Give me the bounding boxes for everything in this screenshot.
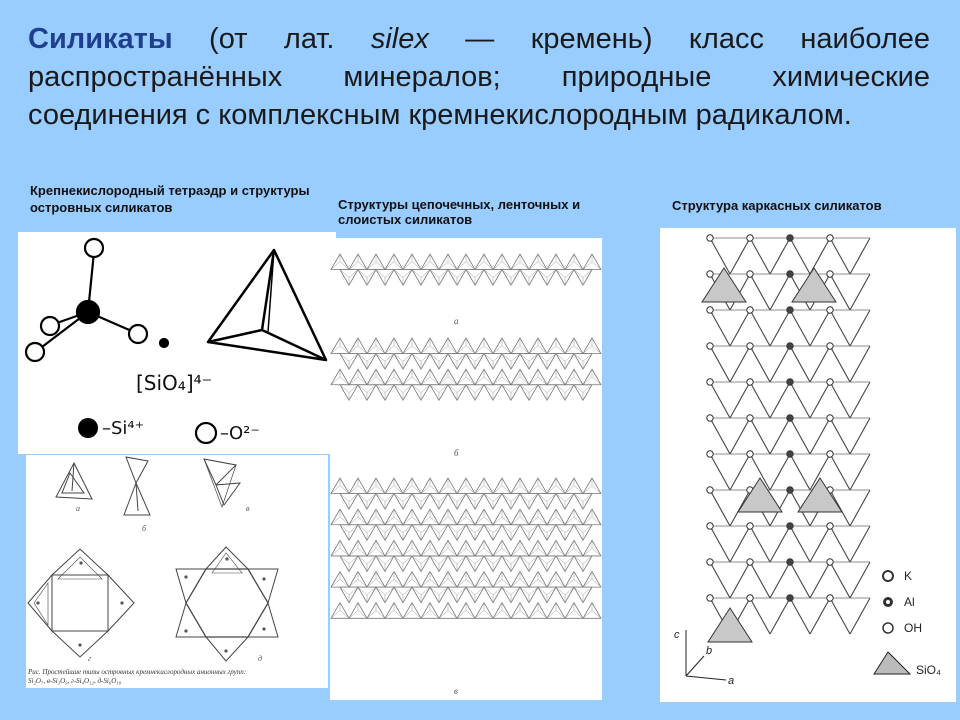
island-label-d: д <box>258 654 263 663</box>
island-caption-line1: Рис. Простейшие типы островных кремнекислородных анионных групп: <box>28 668 247 676</box>
island-silicates-figure <box>26 455 328 688</box>
chain-label-b: б <box>454 448 459 458</box>
legend-o: –O²⁻ <box>220 423 260 444</box>
legend-si: –Si⁴⁺ <box>102 418 145 439</box>
legend-k: K <box>904 569 913 583</box>
island-caption <box>28 668 324 686</box>
legend-sio4: SiO₄ <box>916 663 941 677</box>
caption-chain: Структуры цепочечных, ленточных и слоистых силикатов <box>338 197 581 227</box>
axis-a: a <box>728 675 735 687</box>
framework-legend <box>874 569 941 677</box>
island-caption-line2: Si₂O₇, в-Si₃O₉, г-Si₄O₁₂, д-Si₆O₁₈ <box>28 677 122 685</box>
tetrahedron-figure <box>18 232 336 454</box>
framework-silicates-figure <box>660 228 956 702</box>
island-label-a: а <box>76 504 80 513</box>
intro-text-1: (от лат. <box>172 23 371 55</box>
intro-paragraph <box>28 20 930 134</box>
chain-label-a: а <box>454 316 459 326</box>
legend-oh: OH <box>904 621 922 635</box>
legend-al: Al <box>904 595 915 609</box>
island-label-g: г <box>88 654 92 663</box>
intro-text-2: — кремень) класс наиболее распространённых минералов; природные химические соединения с комплексным кремнекислородным радикалом. <box>28 23 930 131</box>
caption-framework: Структура каркасных силикатов <box>672 198 882 213</box>
caption-tetrahedron: Крепнекислородный тетраэдр и структуры островных силикатов <box>30 183 310 215</box>
term-silicates: Силикаты <box>28 23 173 55</box>
latin-word: silex <box>370 23 429 55</box>
chain-silicates-figure <box>330 238 602 700</box>
island-label-v: в <box>246 504 250 513</box>
axis-c: c <box>674 629 680 641</box>
island-label-b: б <box>142 524 147 533</box>
formula-sio4: [SiO₄]⁴⁻ <box>136 371 213 395</box>
chain-label-v: в <box>454 686 458 696</box>
axis-b: b <box>706 645 713 657</box>
